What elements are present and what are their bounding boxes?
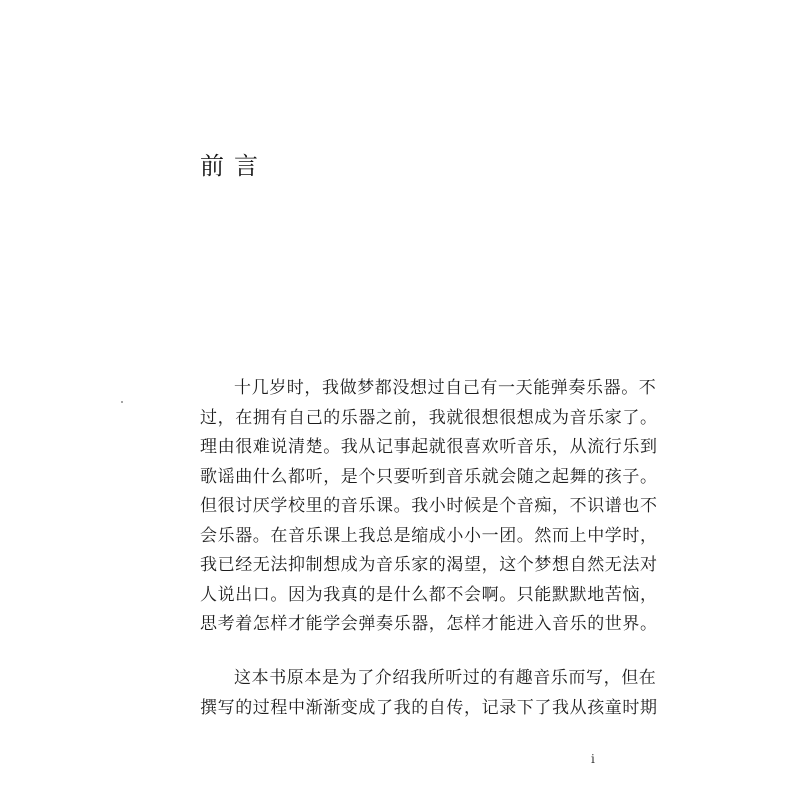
- text-line: 人说出口。因为我真的是什么都不会啊。只能默默地苦恼，: [200, 584, 658, 605]
- page-number: i: [591, 752, 595, 766]
- paragraph: [200, 664, 658, 723]
- chapter-heading: 前言: [200, 152, 268, 180]
- text-line: 歌谣曲什么都听，是个只要听到音乐就会随之起舞的孩子。: [200, 466, 658, 487]
- paragraph: [200, 374, 658, 640]
- text-line: 过，在拥有自己的乐器之前，我就很想很想成为音乐家了。: [200, 407, 658, 428]
- text-line: 我已经无法抑制想成为音乐家的渴望，这个梦想自然无法对: [200, 555, 658, 575]
- text-line: 这本书原本是为了介绍我所听过的有趣音乐而写，但在: [234, 668, 657, 688]
- scan-speck: [121, 401, 123, 403]
- text-line: 但很讨厌学校里的音乐课。我小时候是个音痴，不识谱也不: [200, 496, 658, 516]
- text-line: 会乐器。在音乐课上我总是缩成小小一团。然而上中学时，: [200, 525, 658, 546]
- text-line: 十几岁时，我做梦都没想过自己有一天能弹奏乐器。不: [234, 378, 657, 398]
- text-line: 理由很难说清楚。我从记事起就很喜欢听音乐，从流行乐到: [200, 437, 658, 457]
- text-line: 思考着怎样才能学会弹奏乐器，怎样才能进入音乐的世界。: [200, 614, 658, 634]
- text-line: 撰写的过程中渐渐变成了我的自传，记录下了我从孩童时期: [200, 697, 658, 718]
